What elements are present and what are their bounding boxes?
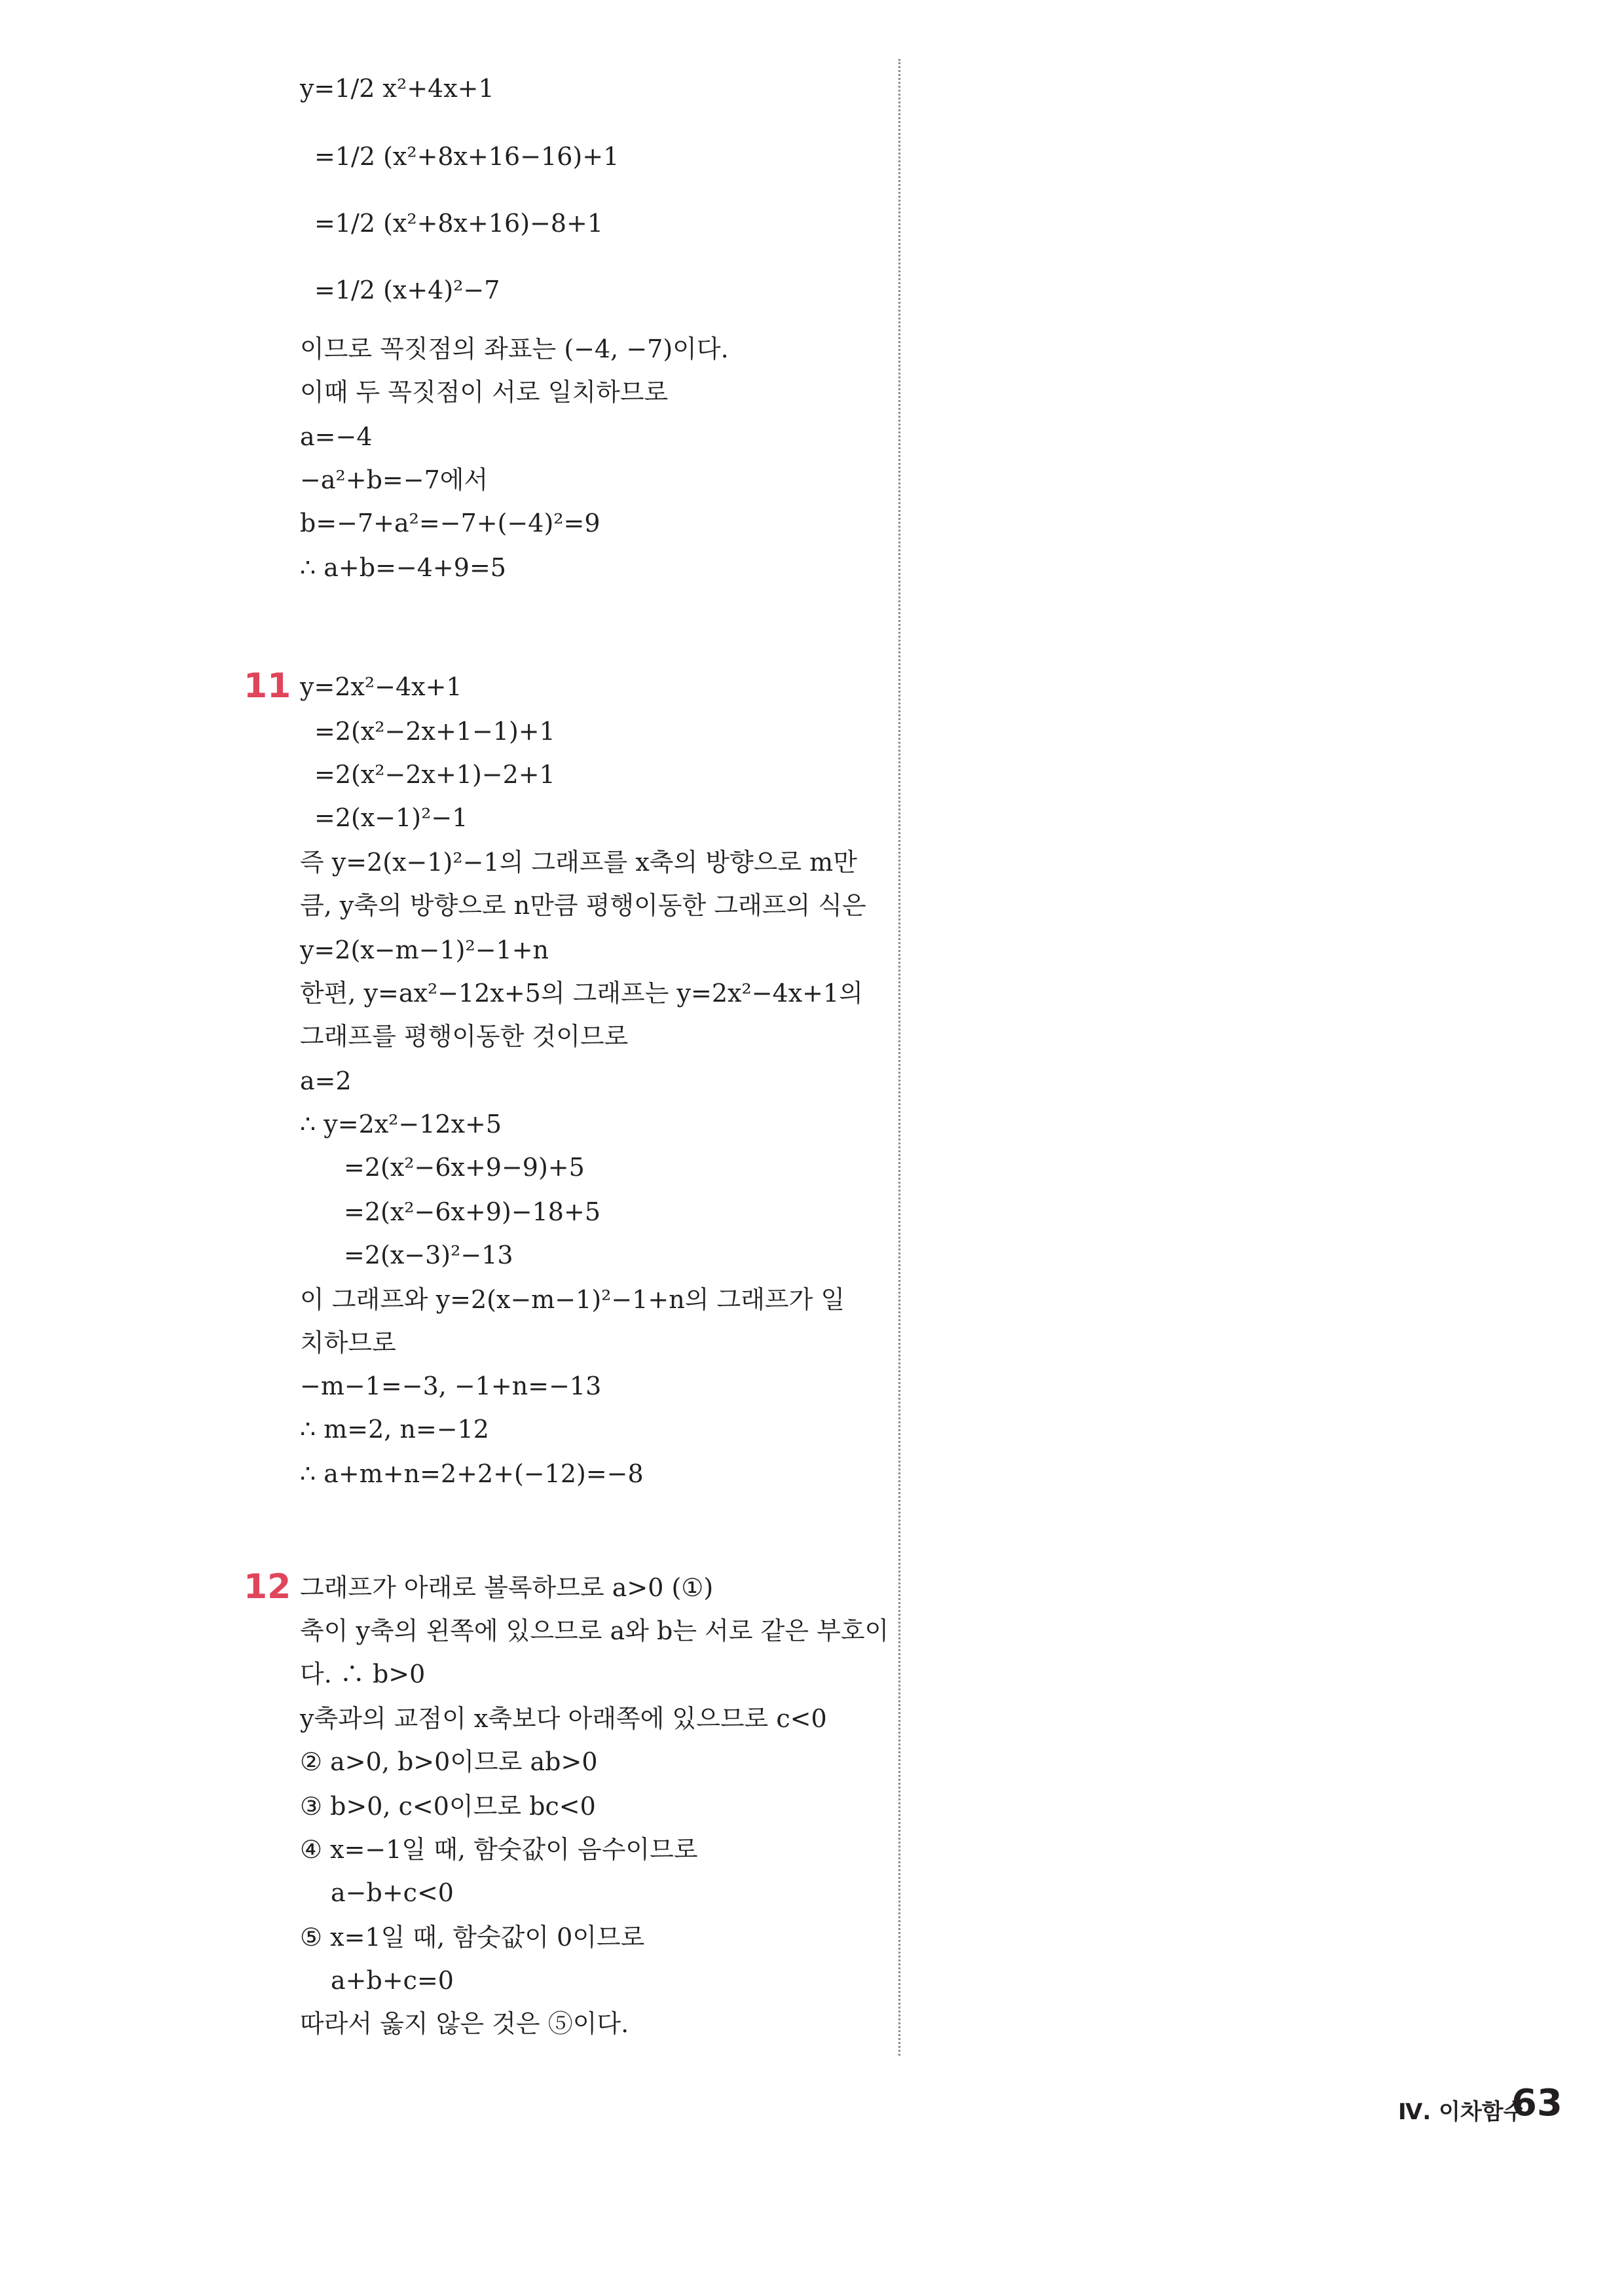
problem-number: 12: [244, 1567, 291, 1607]
solution-line: 그래프를 평행이동한 것이므로: [300, 1022, 629, 1051]
solution-line: 치하므로: [300, 1328, 396, 1357]
solution-line: ④ x=−1일 때, 함숫값이 음수이므로: [300, 1835, 698, 1864]
solution-line: 이 그래프와 y=2(x−m−1)²−1+n의 그래프가 일: [300, 1285, 845, 1314]
solution-line: =2(x²−2x+1−1)+1: [314, 717, 555, 746]
solution-line: 큼, y축의 방향으로 n만큼 평행이동한 그래프의 식은: [300, 891, 866, 920]
section-label: Ⅳ. 이차함수: [1398, 2099, 1525, 2125]
solution-line: 따라서 옳지 않은 것은 ⑤이다.: [300, 2009, 629, 2038]
solution-line: ∴ m=2, n=−12: [300, 1415, 489, 1444]
solution-line: =1/2 (x+4)²−7: [314, 276, 500, 304]
solution-line: 즉 y=2(x−1)²−1의 그래프를 x축의 방향으로 m만: [300, 848, 857, 877]
solution-line: 한편, y=ax²−12x+5의 그래프는 y=2x²−4x+1의: [300, 979, 863, 1008]
solution-line: =1/2 (x²+8x+16)−8+1: [314, 209, 604, 238]
problem-number: 11: [244, 666, 291, 706]
solution-line: y=2(x−m−1)²−1+n: [300, 936, 549, 964]
solution-line: ② a>0, b>0이므로 ab>0: [300, 1747, 598, 1776]
solution-line: =2(x²−6x+9−9)+5: [344, 1153, 585, 1182]
solution-line: a+b+c=0: [331, 1966, 454, 1995]
column-divider: [898, 59, 900, 2056]
solution-line: ∴ a+m+n=2+2+(−12)=−8: [300, 1459, 644, 1488]
solution-line: =2(x−3)²−13: [344, 1241, 513, 1269]
solution-line: a=2: [300, 1066, 352, 1095]
solution-line: 이므로 꼭짓점의 좌표는 (−4, −7)이다.: [300, 335, 729, 363]
solution-line: y=1/2 x²+4x+1: [300, 74, 494, 103]
solution-line: =1/2 (x²+8x+16−16)+1: [314, 142, 619, 171]
solution-line: b=−7+a²=−7+(−4)²=9: [300, 509, 600, 538]
solution-line: ③ b>0, c<0이므로 bc<0: [300, 1792, 596, 1821]
solution-line: a−b+c<0: [331, 1878, 454, 1907]
solution-line: ∴ a+b=−4+9=5: [300, 553, 506, 582]
solution-line: y축과의 교점이 x축보다 아래쪽에 있으므로 c<0: [300, 1704, 827, 1733]
solution-line: −m−1=−3, −1+n=−13: [300, 1372, 602, 1400]
solution-line: =2(x−1)²−1: [314, 803, 468, 832]
page-number: 63: [1511, 2082, 1562, 2124]
solution-line: −a²+b=−7에서: [300, 465, 489, 494]
solution-line: =2(x²−2x+1)−2+1: [314, 760, 555, 789]
solution-line: =2(x²−6x+9)−18+5: [344, 1197, 601, 1226]
solution-line: ⑤ x=1일 때, 함숫값이 0이므로: [300, 1923, 645, 1952]
solution-line: ∴ y=2x²−12x+5: [300, 1110, 502, 1139]
solution-line: 다. ∴ b>0: [300, 1660, 426, 1688]
solution-line: a=−4: [300, 422, 373, 451]
solution-line: 축이 y축의 왼쪽에 있으므로 a와 b는 서로 같은 부호이: [300, 1616, 889, 1645]
solution-line: y=2x²−4x+1: [300, 672, 462, 701]
solution-line: 그래프가 아래로 볼록하므로 a>0 (①): [300, 1573, 714, 1602]
solution-line: 이때 두 꼭짓점이 서로 일치하므로: [300, 378, 669, 407]
